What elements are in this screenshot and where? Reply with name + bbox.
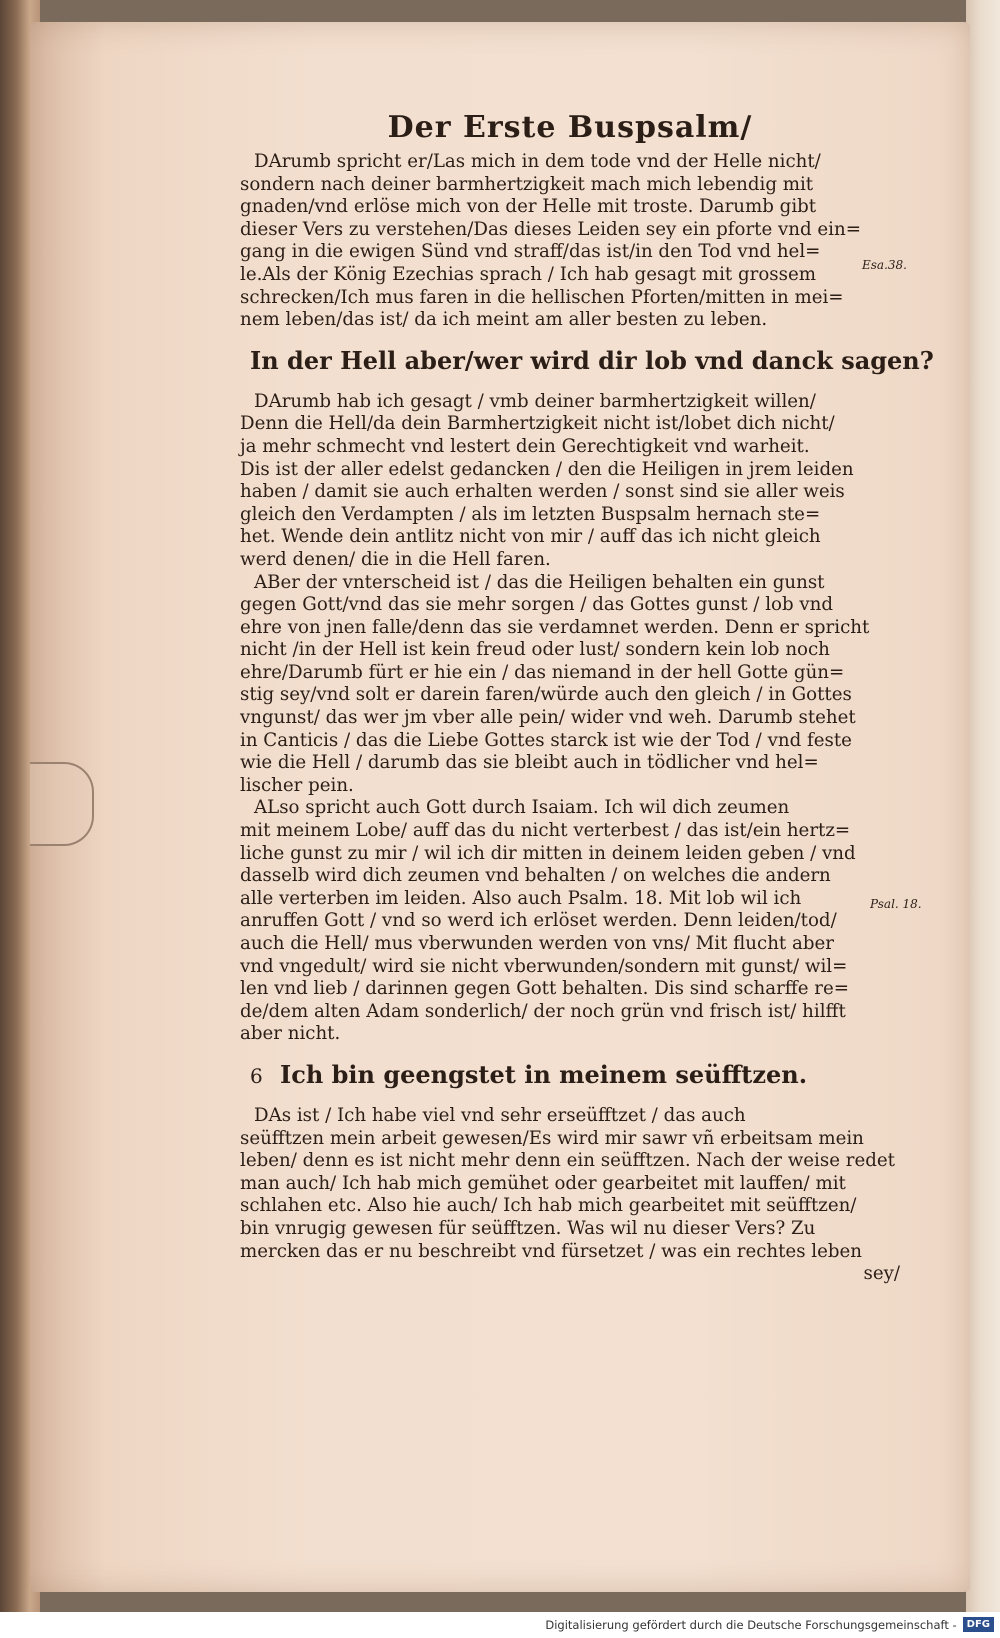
text-line: le.Als der König Ezechias sprach / Ich hab gesagt mit grossem [240,263,816,285]
running-head: Der Erste Buspsalm/ [387,110,753,145]
text-line: auch die Hell/ mus vberwunden werden von vns/ Mit flucht aber [240,933,834,954]
text-line: leben/ denn es ist nicht mehr denn ein seüfftzen. Nach der weise redet [240,1150,895,1172]
dfg-logo: DFG [963,1617,994,1632]
text-line: liche gunst zu mir / wil ich dir mitten in deinem leiden geben / vnd [240,842,856,864]
catchword: sey/ [863,1263,900,1285]
verse-6-heading [250,1060,900,1089]
text-line: dasselb wird dich zeumen vnd behalten / on welches die andern [240,865,831,887]
text-line: schlahen etc. Also hie auch/ Ich hab mich gearbeitet mit seüfftzen/ [240,1195,857,1217]
page-text [240,110,934,1286]
text-line: gegen Gott/vnd das sie mehr sorgen / das Gottes gunst / lob vnd [240,594,834,616]
text-line: schrecken/Ich mus faren in die hellischen Pforten/mitten in mei= [240,286,844,308]
text-line: Dis ist der aller edelst gedancken / den die Heiligen in jrem leiden [240,458,854,480]
verse-6-text: Ich bin geengstet in meinem seüfftzen. [280,1059,808,1089]
text-line: ABer der vnterscheid ist / das die Heiligen behalten ein gunst [254,571,825,593]
text-line: nem leben/das ist/ da ich meint am aller besten zu leben. [240,309,768,331]
text-line: gnaden/vnd erlöse mich von der Helle mit troste. Darumb gibt [240,196,817,218]
margin-note-esa: Esa.38. [862,258,907,272]
paragraph-1 [240,151,900,332]
text-line: ehre von jnen falle/denn das sie verdamnet werden. Denn er spricht [240,616,870,638]
text-line: anruffen Gott / vnd so werd ich erlöset werden. Denn leiden/tod/ [240,910,837,932]
text-line: vngunst/ das wer jm vber alle pein/ wider vnd weh. Darumb stehet [240,707,856,729]
text-line: alle verterben im leiden. Also auch Psalm. 18. Mit lob wil ich [240,887,802,909]
text-line: DArumb hab ich gesagt / vmb deiner barmhertzigkeit willen/ [254,390,816,412]
text-line: stig sey/vnd solt er darein faren/würde auch den gleich / in Gottes [240,684,852,706]
text-line: nicht /in der Hell ist kein freud oder lust/ sondern kein lob noch [240,639,830,661]
right-page-edge [966,0,1000,1612]
text-line: het. Wende dein antlitz nicht von mir / auff das ich nicht gleich [240,526,821,548]
text-line: ehre/Darumb fürt er hie ein / das niemand in der hell Gotte gün= [240,661,845,683]
text-line: haben / damit sie auch erhalten werden / sonst sind sie aller weis [240,481,845,503]
paragraph-2 [240,391,900,572]
text-line: DArumb spricht er/Las mich in dem tode vnd der Helle nicht/ [254,151,821,172]
text-line: ja mehr schmecht vnd lestert dein Gerechtigkeit vnd warheit. [240,435,810,457]
digitization-footer [0,1612,1000,1638]
paragraph-4 [240,797,900,1046]
text-line: in Canticis / das die Liebe Gottes starck ist wie der Tod / vnd feste [240,729,852,751]
footer-credit-text: Digitalisierung gefördert durch die Deutsche Forschungsgemeinschaft - [545,1618,957,1632]
text-line: dieser Vers zu verstehen/Das dieses Leiden sey ein pforte vnd ein= [240,218,861,240]
text-line: wie die Hell / darumb das sie bleibt auch in tödlicher vnd hel= [240,752,819,774]
verse-number: 6 [250,1063,263,1088]
text-line: len vnd lieb / darinnen gegen Gott behalten. Dis sind scharffe re= [240,978,849,1000]
text-line: bin vnrugig gewesen für seüfftzen. Was wil nu dieser Vers? Zu [240,1217,816,1239]
text-line: mercken das er nu beschreibt vnd fürsetzet / was ein rechtes leben [240,1240,863,1262]
text-line: gang in die ewigen Sünd vnd straff/das ist/in den Tod vnd hel= [240,241,821,263]
text-line: ALso spricht auch Gott durch Isaiam. Ich wil dich zeumen [254,797,790,819]
paragraph-5 [240,1105,900,1263]
text-line: vnd vngedult/ wird sie nicht vberwunden/sondern mit gunst/ wil= [240,955,848,977]
text-line: de/dem alten Adam sonderlich/ der noch grün vnd frisch ist/ hilfft [240,1000,846,1022]
text-line: werd denen/ die in die Hell faren. [240,548,551,570]
text-line: sondern nach deiner barmhertzigkeit mach mich lebendig mit [240,173,814,195]
text-line: lischer pein. [240,774,354,796]
text-line: Denn die Hell/da dein Barmhertzigkeit nicht ist/lobet dich nicht/ [240,413,835,435]
text-line: aber nicht. [240,1023,341,1045]
verse-heading: In der Hell aber/wer wird dir lob vnd danck sagen? [250,345,934,375]
text-line: gleich den Verdampten / als im letzten Buspsalm hernach ste= [240,503,821,525]
margin-note-psal: Psal. 18. [870,897,922,911]
page-clasp-mark [30,762,94,846]
text-line: seüfftzen mein arbeit gewesen/Es wird mir sawr vñ erbeitsam mein [240,1127,864,1149]
text-line: DAs ist / Ich habe viel vnd sehr erseüfftzet / das auch [254,1104,746,1126]
paragraph-3 [240,572,900,798]
text-line: man auch/ Ich hab mich gemühet oder gearbeitet mit lauffen/ mit [240,1172,846,1194]
text-line: mit meinem Lobe/ auff das du nicht verterbest / das ist/ein hertz= [240,820,851,842]
